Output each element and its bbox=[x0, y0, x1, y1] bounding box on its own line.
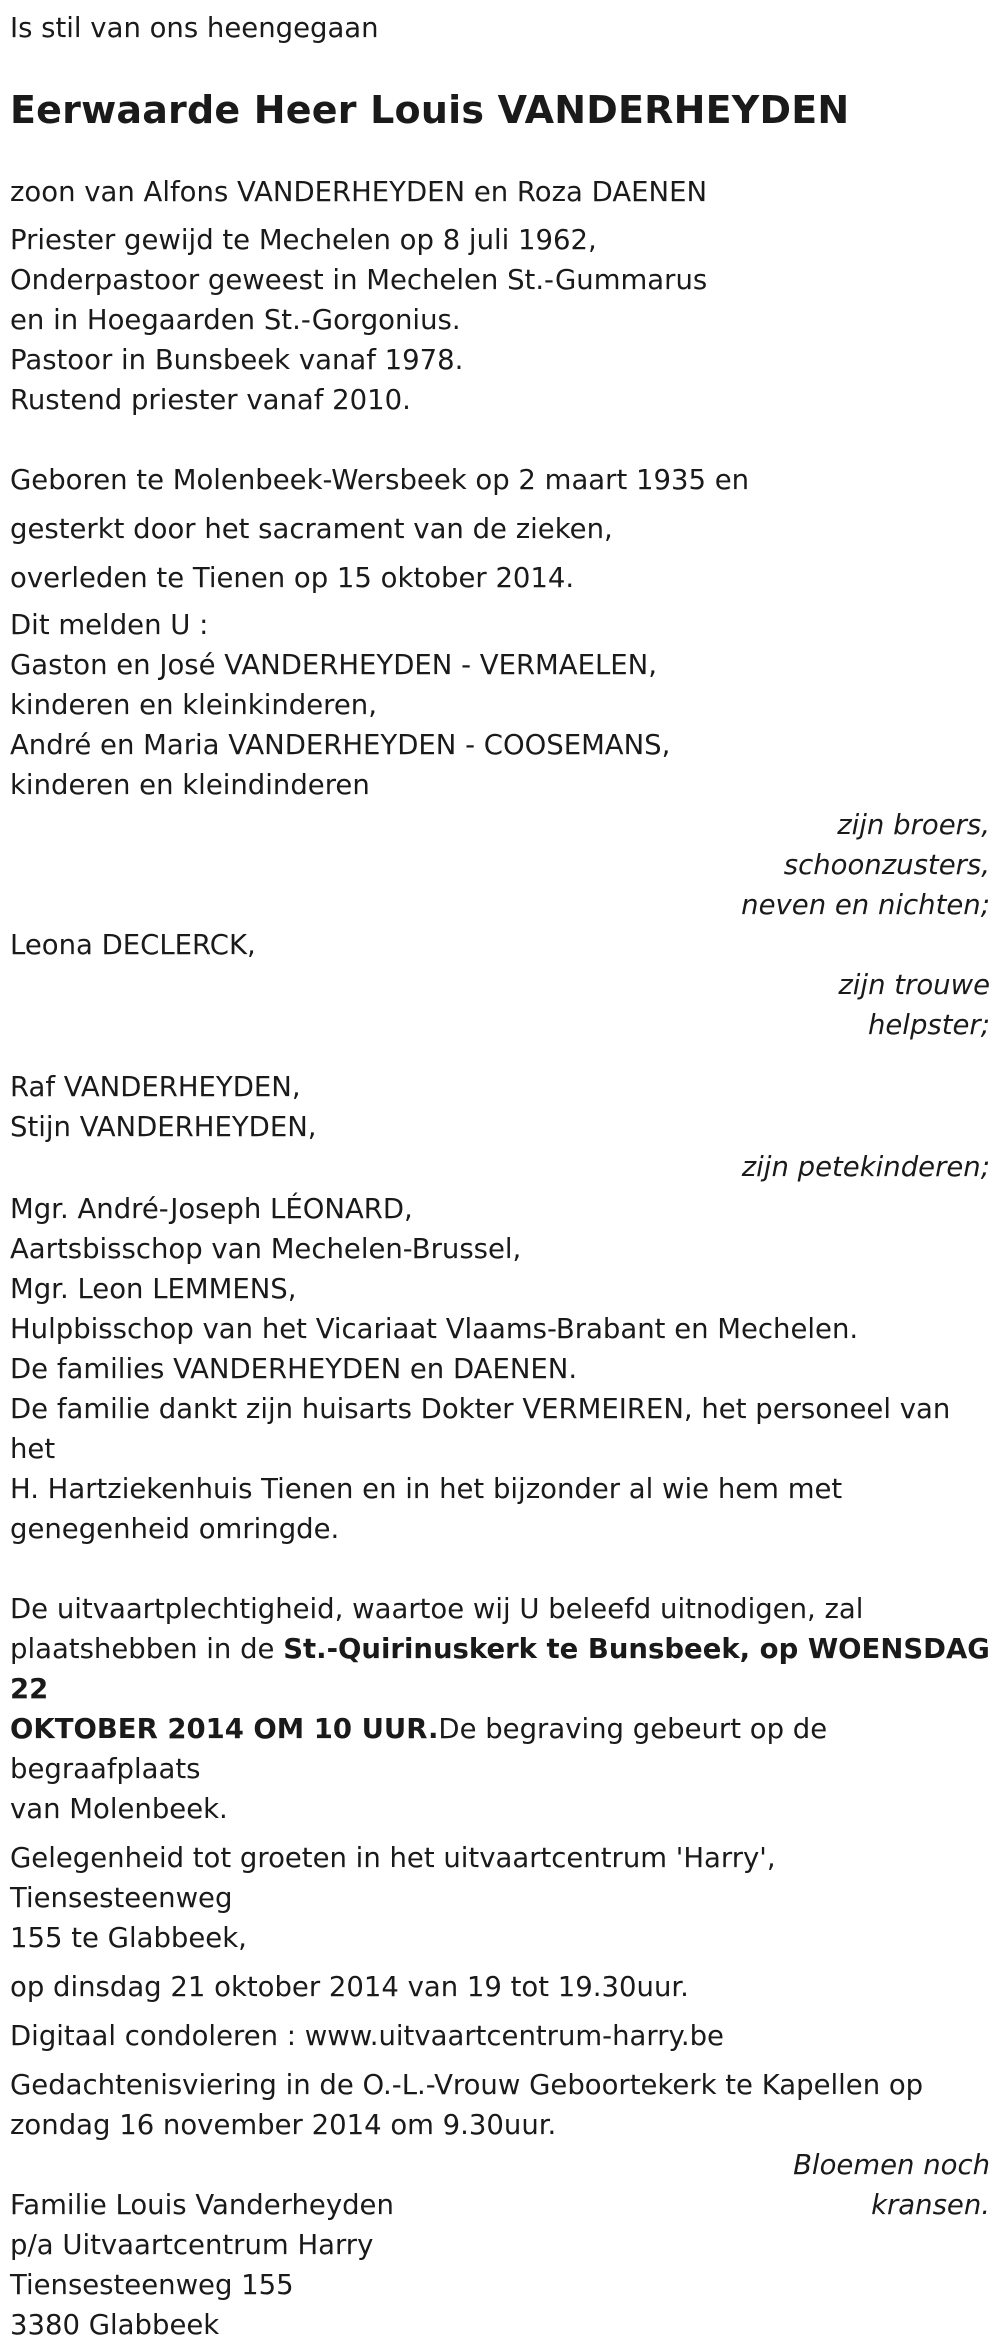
funeral-text: De begraving gebeurt op de begraafplaats bbox=[10, 1713, 828, 1785]
family-line: André en Maria VANDERHEYDEN - COOSEMANS, bbox=[10, 729, 671, 761]
career-line: Pastoor in Bunsbeek vanaf 1978. bbox=[10, 344, 464, 376]
godchild-line: Raf VANDERHEYDEN, bbox=[10, 1071, 301, 1103]
clergy-line: De families VANDERHEYDEN en DAENEN. bbox=[10, 1353, 578, 1385]
role-godchildren bbox=[10, 1147, 990, 1187]
career-line: Priester gewijd te Mechelen op 8 juli 1962, bbox=[10, 224, 597, 256]
intro-line: Is stil van ons heengegaan bbox=[10, 12, 379, 44]
career-line: Onderpastoor geweest in Mechelen St.-Gummarus bbox=[10, 264, 708, 296]
helper-line: Leona DECLERCK, bbox=[10, 929, 256, 961]
visit-time-line: op dinsdag 21 oktober 2014 van 19 tot 19.30uur. bbox=[10, 1971, 689, 2003]
clergy-line: Aartsbisschop van Mechelen-Brussel, bbox=[10, 1233, 522, 1265]
address-line: Familie Louis Vanderheyden bbox=[10, 2189, 394, 2221]
career-block bbox=[10, 220, 990, 420]
role-line: schoonzusters, bbox=[783, 849, 990, 881]
visit-line: 155 te Glabbeek, bbox=[10, 1922, 247, 1954]
funeral-line: De uitvaartplechtigheid, waartoe wij U beleefd uitnodigen, zal bbox=[10, 1593, 864, 1625]
role-siblings bbox=[10, 805, 990, 925]
career-line: en in Hoegaarden St.-Gorgonius. bbox=[10, 304, 461, 336]
thanks-block bbox=[10, 1389, 990, 1549]
funeral-datetime: OKTOBER 2014 OM 10 UUR. bbox=[10, 1713, 439, 1745]
thanks-line: De familie dankt zijn huisarts Dokter VERMEIREN, het personeel van het bbox=[10, 1393, 951, 1465]
family-block bbox=[10, 645, 990, 805]
funeral-text: plaatshebben in de bbox=[10, 1633, 284, 1665]
memorial-block bbox=[10, 2065, 990, 2145]
announce-line: Dit melden U : bbox=[10, 609, 209, 641]
funeral-line bbox=[10, 1629, 990, 1709]
career-line: Rustend priester vanaf 2010. bbox=[10, 384, 411, 416]
flowers-line: Bloemen noch bbox=[793, 2149, 990, 2181]
death-line: overleden te Tienen op 15 oktober 2014. bbox=[10, 562, 575, 594]
condolence-line: Digitaal condoleren : www.uitvaartcentrum-harry.be bbox=[10, 2020, 724, 2052]
family-line: kinderen en kleinkinderen, bbox=[10, 689, 377, 721]
birth-line: Geboren te Molenbeek-Wersbeek op 2 maart 1935 en bbox=[10, 464, 750, 496]
funeral-block bbox=[10, 1589, 990, 1829]
visit-block bbox=[10, 1838, 990, 1958]
role-line: helpster; bbox=[867, 1009, 990, 1041]
role-line: zijn broers, bbox=[837, 809, 990, 841]
family-line: kinderen en kleindinderen bbox=[10, 769, 370, 801]
address-block bbox=[10, 2185, 990, 2345]
clergy-block bbox=[10, 1189, 990, 1389]
parents-line: zoon van Alfons VANDERHEYDEN en Roza DAENEN bbox=[10, 176, 708, 208]
thanks-line: genegenheid omringde. bbox=[10, 1513, 340, 1545]
role-helper bbox=[10, 965, 990, 1045]
sacrament-line: gesterkt door het sacrament van de zieken, bbox=[10, 513, 613, 545]
funeral-line bbox=[10, 1709, 990, 1789]
memorial-line: zondag 16 november 2014 om 9.30uur. bbox=[10, 2109, 557, 2141]
visit-line: Gelegenheid tot groeten in het uitvaartcentrum 'Harry', Tiensesteenweg bbox=[10, 1842, 776, 1914]
funeral-line: van Molenbeek. bbox=[10, 1793, 228, 1825]
role-line: neven en nichten; bbox=[741, 889, 990, 921]
address-line: 3380 Glabbeek bbox=[10, 2309, 220, 2341]
address-line: p/a Uitvaartcentrum Harry bbox=[10, 2229, 374, 2261]
godchild-line: Stijn VANDERHEYDEN, bbox=[10, 1111, 317, 1143]
clergy-line: Mgr. Leon LEMMENS, bbox=[10, 1273, 297, 1305]
funeral-location: St.-Quirinuskerk te Bunsbeek, op WOENSDAG 22 bbox=[10, 1633, 990, 1705]
family-line: Gaston en José VANDERHEYDEN - VERMAELEN, bbox=[10, 649, 657, 681]
deceased-name: Eerwaarde Heer Louis VANDERHEYDEN bbox=[10, 88, 850, 132]
flowers-line: kransen. bbox=[871, 2189, 990, 2221]
obituary-text bbox=[10, 0, 990, 2345]
clergy-line: Mgr. André-Joseph LÉONARD, bbox=[10, 1193, 413, 1225]
clergy-line: Hulpbisschop van het Vicariaat Vlaams-Brabant en Mechelen. bbox=[10, 1313, 859, 1345]
address-line: Tiensesteenweg 155 bbox=[10, 2269, 294, 2301]
role-line: zijn petekinderen; bbox=[741, 1151, 990, 1183]
memorial-line: Gedachtenisviering in de O.-L.-Vrouw Geboortekerk te Kapellen op bbox=[10, 2069, 924, 2101]
role-line: zijn trouwe bbox=[838, 969, 990, 1001]
thanks-line: H. Hartziekenhuis Tienen en in het bijzonder al wie hem met bbox=[10, 1473, 843, 1505]
